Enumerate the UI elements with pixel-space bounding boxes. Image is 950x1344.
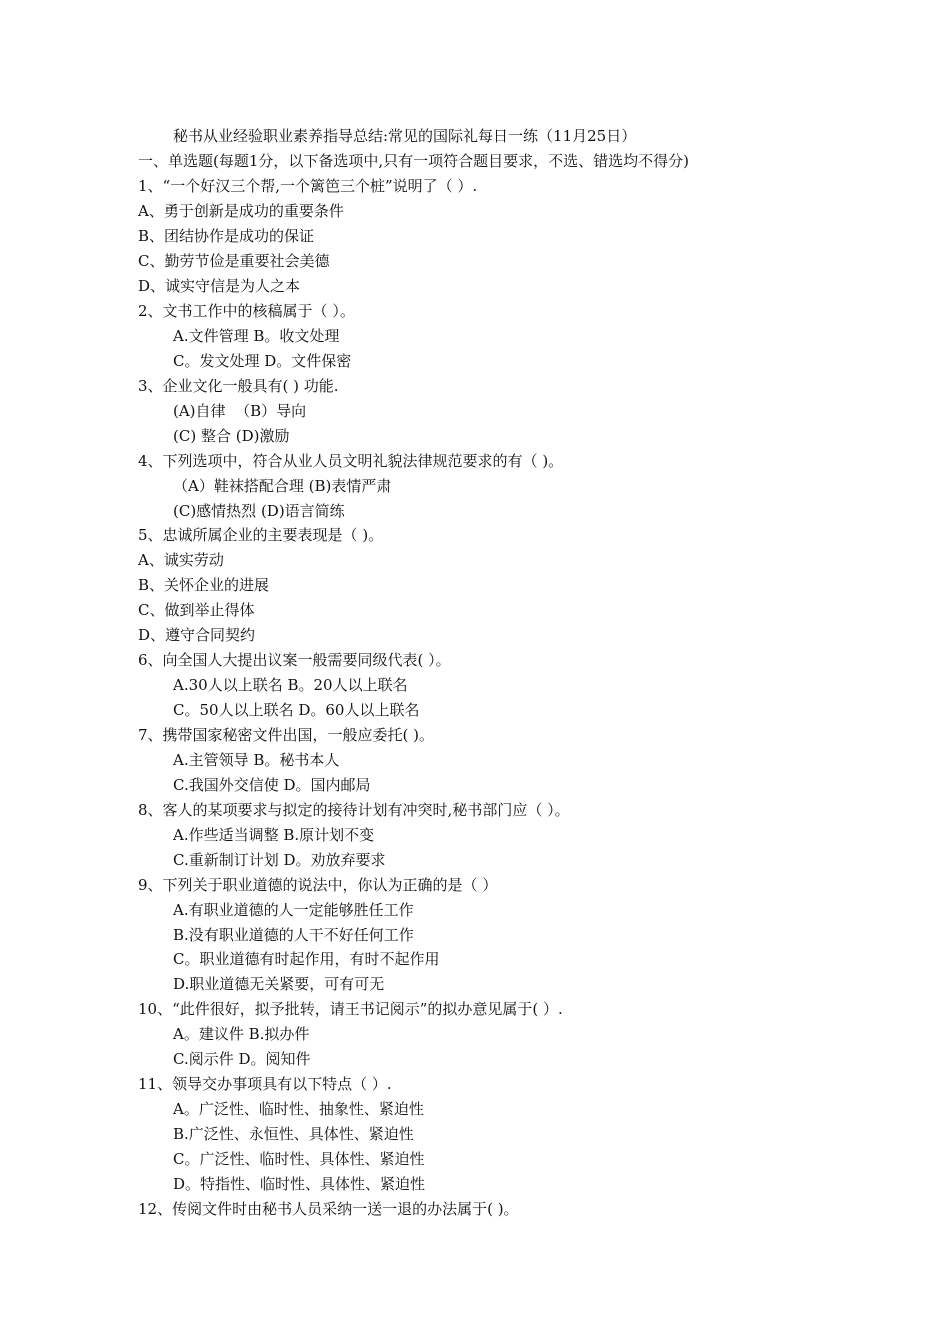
question-option: C。广泛性、临时性、具体性、紧迫性 xyxy=(173,1150,425,1168)
question-stem: 2、文书工作中的核稿属于（ ）。 xyxy=(138,302,355,320)
question-option: C。发文处理 D。文件保密 xyxy=(173,352,352,370)
document-title: 秘书从业经验职业素养指导总结:常见的国际礼每日一练（11月25日） xyxy=(173,127,637,145)
question-option: C.我国外交信使 D。国内邮局 xyxy=(173,776,371,794)
question-option: C.重新制订计划 D。劝放弃要求 xyxy=(173,851,386,869)
question-option: C.阅示件 D。阅知件 xyxy=(173,1050,311,1068)
question-option: A。建议件 B.拟办件 xyxy=(173,1025,310,1043)
question-stem: 6、向全国人大提出议案一般需要同级代表( ）。 xyxy=(138,651,451,669)
question-stem: 12、传阅文件时由秘书人员采纳一送一退的办法属于( )。 xyxy=(138,1200,519,1218)
question-option: D。特指性、临时性、具体性、紧迫性 xyxy=(173,1175,426,1193)
question-option: A.有职业道德的人一定能够胜任工作 xyxy=(173,901,414,919)
question-option: B.广泛性、永恒性、具体性、紧迫性 xyxy=(173,1125,414,1143)
question-option: (C)感情热烈 (D)语言简练 xyxy=(173,502,345,520)
question-option: A.主管领导 B。秘书本人 xyxy=(173,751,340,769)
question-stem: 3、企业文化一般具有( ) 功能. xyxy=(138,377,339,395)
question-option: D、诚实守信是为人之本 xyxy=(138,277,301,295)
section-heading: 一、单选题(每题1分，以下备选项中,只有一项符合题目要求，不选、错选均不得分) xyxy=(138,152,690,170)
question-option: A、诚实劳动 xyxy=(138,551,224,569)
question-option: C、勤劳节俭是重要社会美德 xyxy=(138,252,330,270)
question-option: B、团结协作是成功的保证 xyxy=(138,227,315,245)
question-stem: 5、忠诚所属企业的主要表现是（ )。 xyxy=(138,526,384,544)
question-option: A.30人以上联名 B。20人以上联名 xyxy=(173,676,408,694)
question-option: A。广泛性、临时性、抽象性、紧迫性 xyxy=(173,1100,424,1118)
question-option: C。50人以上联名 D。60人以上联名 xyxy=(173,701,420,719)
question-stem: 10、“此件很好，拟予批转，请王书记阅示”的拟办意见属于( ）. xyxy=(138,1000,563,1018)
question-stem: 9、下列关于职业道德的说法中，你认为正确的是（ ） xyxy=(138,876,498,894)
question-option: D.职业道德无关紧要，可有可无 xyxy=(173,975,385,993)
question-option: C。职业道德有时起作用，有时不起作用 xyxy=(173,950,440,968)
question-option: A.作些适当调整 B.原计划不变 xyxy=(173,826,375,844)
question-option: A.文件管理 B。收文处理 xyxy=(173,327,340,345)
question-option: D、遵守合同契约 xyxy=(138,626,256,644)
question-stem: 11、领导交办事项具有以下特点（ ）. xyxy=(138,1075,392,1093)
question-stem: 7、携带国家秘密文件出国，一般应委托( )。 xyxy=(138,726,435,744)
question-stem: 8、客人的某项要求与拟定的接待计划有冲突时,秘书部门应（ ）。 xyxy=(138,801,570,819)
question-option: (A)自律 （B）导向 xyxy=(173,402,307,420)
question-option: B、关怀企业的进展 xyxy=(138,576,270,594)
question-option: B.没有职业道德的人干不好任何工作 xyxy=(173,926,414,944)
question-option: （A）鞋袜搭配合理 (B)表情严肃 xyxy=(173,477,392,495)
question-option: C、做到举止得体 xyxy=(138,601,255,619)
question-stem: 4、下列选项中，符合从业人员文明礼貌法律规范要求的有（ )。 xyxy=(138,452,564,470)
question-option: A、勇于创新是成功的重要条件 xyxy=(138,202,344,220)
question-stem: 1、“一个好汉三个帮,一个篱笆三个桩”说明了（ ）. xyxy=(138,177,478,195)
question-option: (C) 整合 (D)激励 xyxy=(173,427,290,445)
